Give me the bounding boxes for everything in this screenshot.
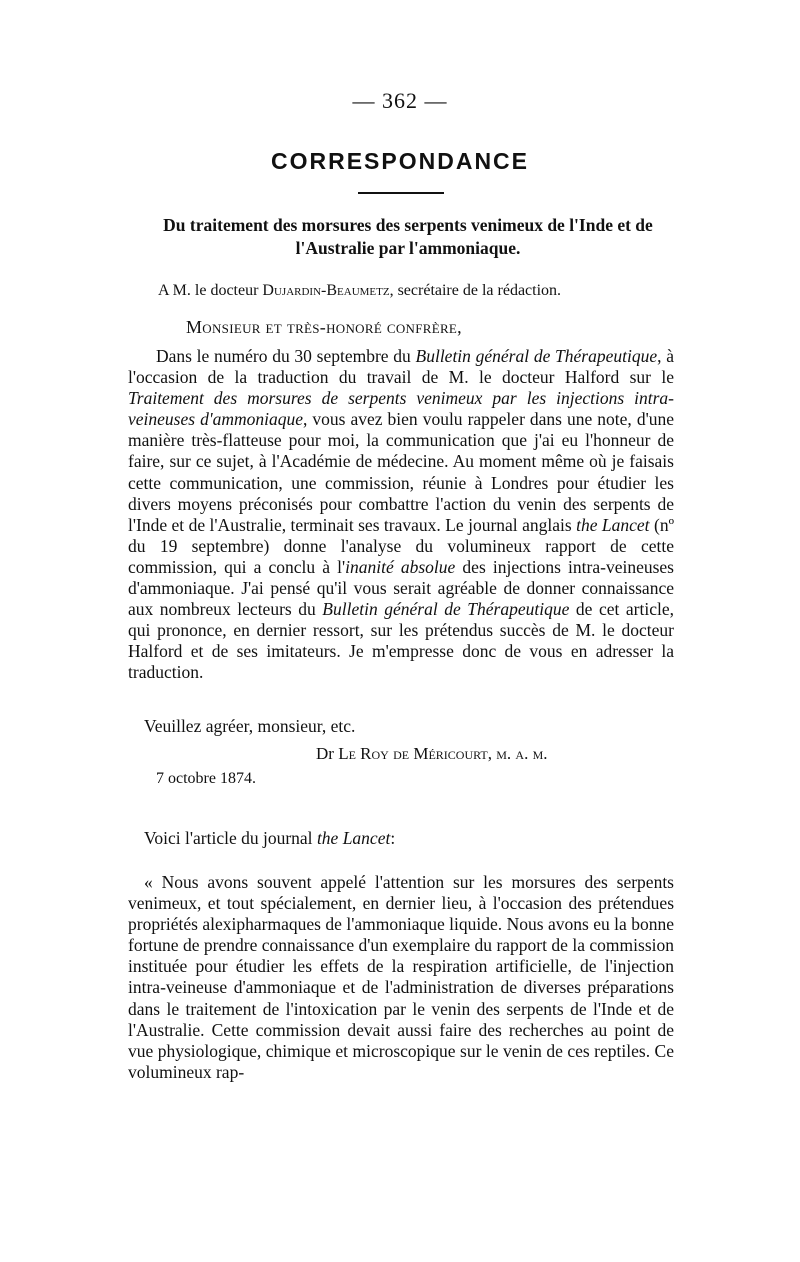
quote-paragraph: « Nous avons souvent appelé l'attention sur les morsures des serpents venimeux, et tout spécialement, en dernier lieu, à l'occasion des prétendues propriétés alexipharmaques de l'ammoniaque liquide. Nous avons eu la bonne fortune de prendre connaissance d'un exemplaire du rapport de la commission instituée pour étudier les effets de la respiration artificielle, de l'injection intra-veineuse d'ammoniaque et de l'administration de diverses préparations dans le traitement de l'intoxication par le venin des serpents de l'Inde et de l'Australie. Cette commission devait aussi faire des recherches au point de vue physiologique, chimique et microscopique sur le venin de ces reptiles. Ce volumineux rap- [128, 872, 674, 1082]
article-title: Du traitement des morsures des serpents venimeux de l'Inde et de l'Australie par l'ammoniaque. [163, 215, 653, 258]
addressee-name: Dujardin-Beaumetz [262, 282, 390, 299]
work-title: Traitement des morsures de serpents venimeux par les injections intra-veineuses d'ammoniaque [128, 388, 674, 430]
text-run: de cet article, qui prononce, en dernier ressort, sur les prétendus succès de M. le docteur Halford et de ses imitateurs. Je m'empresse donc de vous en adresser la traduction. [128, 599, 674, 683]
text-run: , à l'occasion de la traduction du travail de M. le docteur Halford sur le [128, 346, 674, 388]
addressee-suffix: , secrétaire de la rédaction. [389, 282, 562, 299]
text-run: des injections intra-veineuses d'ammoniaque. J'ai pensé qu'il vous serait agréable de donner connaissance aux nombreux lecteurs du [128, 556, 674, 620]
journal-title: Bulletin général de Thérapeutique [415, 346, 658, 366]
letter-date: 7 octobre 1874. [156, 770, 256, 787]
intro-line [144, 828, 664, 849]
salutation: Monsieur et très-honoré confrère, [186, 317, 462, 337]
text-run: Dans le numéro du 30 septembre du [156, 346, 416, 366]
addressee-line [158, 282, 698, 300]
addressee-prefix: A M. le docteur [158, 282, 263, 299]
text-run: (nº du 19 septembre) donne l'analyse du volumineux rapport de cette commission, qui a conclu à l' [128, 514, 674, 577]
journal-title: Bulletin général de Thérapeutique [322, 599, 570, 620]
journal-title: the Lancet [316, 828, 391, 848]
letter-paragraph [128, 346, 674, 684]
section-title: CORRESPONDANCE [270, 148, 530, 174]
signature-suffix: , m. a. m. [487, 744, 548, 763]
text-run: : [390, 828, 396, 848]
page-number: — 362 — [352, 88, 448, 113]
journal-title: the Lancet [576, 514, 650, 535]
signature [316, 744, 696, 764]
signature-title: Dr [316, 744, 339, 763]
title-rule [358, 192, 444, 194]
signature-name: Le Roy de Méricourt [338, 744, 488, 763]
sign-off: Veuillez agréer, monsieur, etc. [144, 716, 356, 736]
emphasis: inanité absolue [345, 556, 456, 577]
text-run: Voici l'article du journal [144, 828, 317, 848]
text-run: , vous avez bien voulu rappeler dans une note, d'une manière très-flatteuse pour moi, la communication que j'ai eu l'honneur de faire, sur ce sujet, à l'Académie de médecine. Au moment même où je faisais cette communication, une commission, réunie à Londres pour étudier les divers moyens préconisés pour combattre l'action du venin des serpents de l'Inde et de l'Australie, terminait ses travaux. Le journal anglais [128, 409, 674, 535]
